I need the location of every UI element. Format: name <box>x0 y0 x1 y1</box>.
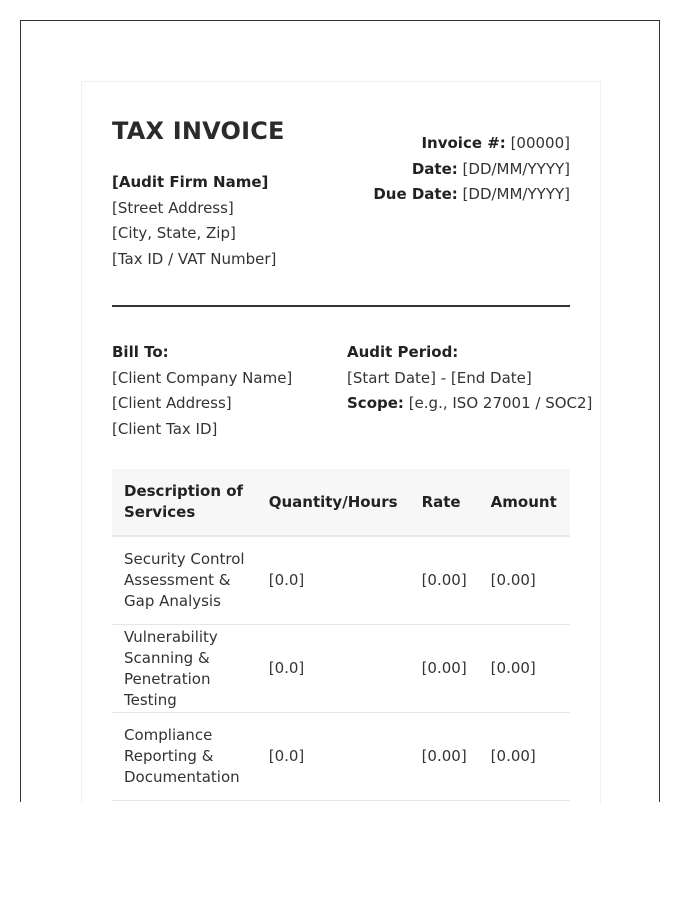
table-row <box>112 625 570 713</box>
row-amount: [0.00] <box>479 536 570 625</box>
header-row <box>112 469 570 536</box>
bill-to-section <box>112 340 292 443</box>
services-table <box>112 469 570 801</box>
row-rate: [0.00] <box>410 713 479 801</box>
invoice-date-line <box>373 157 570 183</box>
invoice-meta <box>373 131 570 208</box>
header-rate: Rate <box>410 469 479 536</box>
row-description: Vulnerability Scanning & Penetration Testing <box>112 625 257 713</box>
due-date-label: Due Date: <box>373 185 458 204</box>
table-row <box>112 713 570 801</box>
invoice-date-label: Date: <box>411 159 458 178</box>
scope-value: [e.g., ISO 27001 / SOC2] <box>408 394 593 413</box>
row-quantity: [0.0] <box>257 536 410 625</box>
invoice-title: TAX INVOICE <box>112 117 285 145</box>
row-amount: [0.00] <box>479 625 570 713</box>
scope-line <box>347 391 592 417</box>
header-quantity: Quantity/Hours <box>257 469 410 536</box>
invoice-date-value: [DD/MM/YYYY] <box>462 159 570 178</box>
header-description: Description of Services <box>112 469 257 536</box>
audit-period-value: [Start Date] - [End Date] <box>347 368 532 387</box>
row-rate: [0.00] <box>410 536 479 625</box>
invoice-number-label: Invoice #: <box>421 134 506 152</box>
client-address: [Client Address] <box>112 394 232 413</box>
audit-period-label: Audit Period: <box>347 343 459 361</box>
table-header <box>112 469 570 536</box>
row-description: Security Control Assessment & Gap Analysis <box>112 536 257 625</box>
scope-label: Scope: <box>347 394 404 413</box>
row-amount: [0.00] <box>479 713 570 801</box>
invoice-number-value: [00000] <box>510 134 570 152</box>
row-description: Compliance Reporting & Documentation <box>112 713 257 801</box>
firm-city: [City, State, Zip] <box>112 224 236 243</box>
client-tax-id: [Client Tax ID] <box>112 420 218 439</box>
firm-name: [Audit Firm Name] <box>112 173 269 191</box>
firm-details <box>112 170 276 273</box>
client-company: [Client Company Name] <box>112 368 293 387</box>
header-amount: Amount <box>479 469 570 536</box>
row-rate: [0.00] <box>410 625 479 713</box>
due-date-line <box>373 182 570 208</box>
table-body <box>112 536 570 801</box>
firm-tax-id: [Tax ID / VAT Number] <box>112 250 277 269</box>
audit-section <box>347 340 592 417</box>
bill-to-label: Bill To: <box>112 343 169 361</box>
header-divider <box>112 305 570 307</box>
row-quantity: [0.0] <box>257 625 410 713</box>
row-quantity: [0.0] <box>257 713 410 801</box>
invoice-number-line <box>373 131 570 157</box>
table-row <box>112 536 570 625</box>
due-date-value: [DD/MM/YYYY] <box>462 185 570 204</box>
firm-street: [Street Address] <box>112 198 234 217</box>
